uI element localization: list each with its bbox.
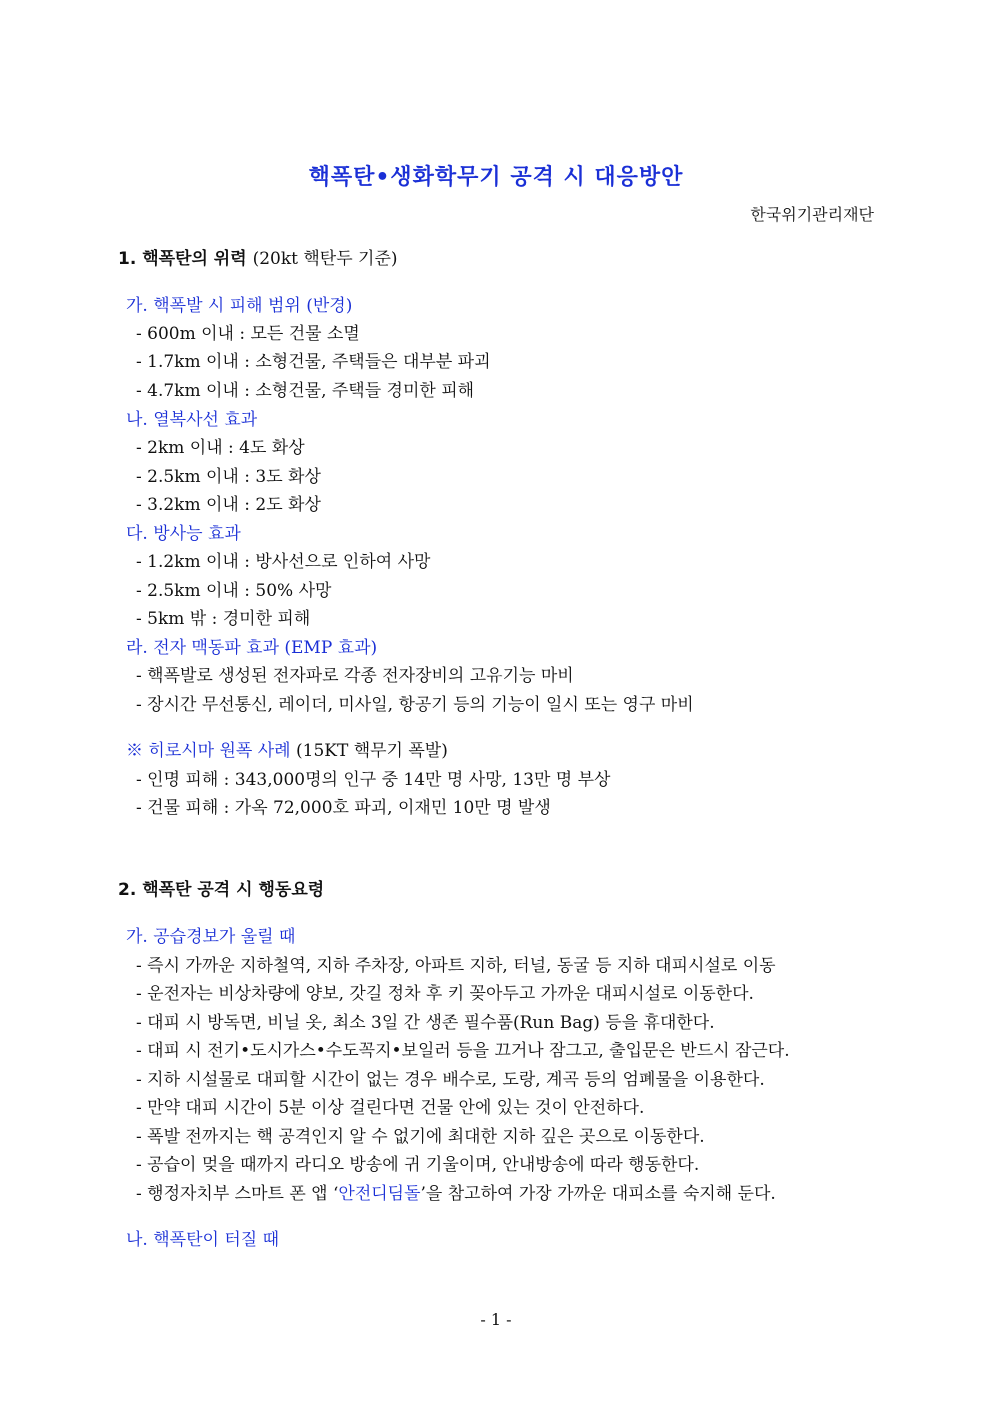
document-title: 핵폭탄•생화학무기 공격 시 대응방안 <box>308 165 684 190</box>
hiroshima-note-suffix: (15KT 핵무기 폭발) <box>296 741 448 761</box>
hiroshima-note-label <box>126 739 448 763</box>
list-item: - 3.2km 이내 : 2도 화상 <box>136 495 321 515</box>
list-item: - 만약 대피 시간이 5분 이상 걸린다면 건물 안에 있는 것이 안전하다. <box>136 1098 645 1118</box>
app-item-suffix: ’을 참고하여 가장 가까운 대피소를 숙지해 둔다. <box>420 1184 776 1204</box>
section1-heading-text: 1. 핵폭탄의 위력 <box>118 249 247 269</box>
section2-b-label: 나. 핵폭탄이 터질 때 <box>126 1230 279 1250</box>
list-item: - 건물 피해 : 가옥 72,000호 파괴, 이재민 10만 명 발생 <box>136 798 551 818</box>
hiroshima-note-title: ※ 히로시마 원폭 사례 <box>126 741 291 761</box>
list-item: - 1.2km 이내 : 방사선으로 인하여 사망 <box>136 552 431 572</box>
list-item: - 4.7km 이내 : 소형건물, 주택들 경미한 피해 <box>136 381 475 401</box>
section1-a-label: 가. 핵폭발 시 피해 범위 (반경) <box>126 296 353 316</box>
list-item: - 대피 시 전기•도시가스•수도꼭지•보일러 등을 끄거나 잠그고, 출입문은 반드시 잠근다. <box>136 1041 790 1061</box>
list-item: - 핵폭발로 생성된 전자파로 각종 전자장비의 고유기능 마비 <box>136 666 574 686</box>
section1-heading-note: (20kt 핵탄두 기준) <box>252 249 398 269</box>
list-item: - 대피 시 방독면, 비닐 옷, 최소 3일 간 생존 필수품(Run Bag) 등을 휴대한다. <box>136 1013 715 1033</box>
list-item: - 장시간 무선통신, 레이더, 미사일, 항공기 등의 기능이 일시 또는 영구 마비 <box>136 695 694 715</box>
list-item: - 2km 이내 : 4도 화상 <box>136 438 305 458</box>
list-item: - 2.5km 이내 : 50% 사망 <box>136 581 332 601</box>
section1-b-label: 나. 열복사선 효과 <box>126 410 258 430</box>
list-item: - 운전자는 비상차량에 양보, 갓길 정차 후 키 꽂아두고 가까운 대피시설로 이동한다. <box>136 984 754 1004</box>
list-item: - 지하 시설물로 대피할 시간이 없는 경우 배수로, 도랑, 계곡 등의 엄폐물을 이용한다. <box>136 1070 765 1090</box>
list-item-app <box>136 1182 776 1206</box>
list-item: - 600m 이내 : 모든 건물 소멸 <box>136 324 360 344</box>
list-item: - 5km 밖 : 경미한 피해 <box>136 609 311 629</box>
section1-c-label: 다. 방사능 효과 <box>126 524 241 544</box>
app-name: 안전디딤돌 <box>338 1184 421 1204</box>
list-item: - 2.5km 이내 : 3도 화상 <box>136 467 321 487</box>
organization-name: 한국위기관리재단 <box>750 205 874 224</box>
page-number: - 1 - <box>480 1310 512 1329</box>
section1-d-label: 라. 전자 맥동파 효과 (EMP 효과) <box>126 638 378 658</box>
app-item-prefix: - 행정자치부 스마트 폰 앱 ‘ <box>136 1184 339 1204</box>
section1-heading <box>118 247 398 271</box>
section2-a-label: 가. 공습경보가 울릴 때 <box>126 927 296 947</box>
list-item: - 1.7km 이내 : 소형건물, 주택들은 대부분 파괴 <box>136 352 491 372</box>
list-item: - 공습이 멎을 때까지 라디오 방송에 귀 기울이며, 안내방송에 따라 행동한다. <box>136 1155 700 1175</box>
section2-heading: 2. 핵폭탄 공격 시 행동요령 <box>118 880 325 900</box>
list-item: - 인명 피해 : 343,000명의 인구 중 14만 명 사망, 13만 명 부상 <box>136 770 611 790</box>
list-item: - 폭발 전까지는 핵 공격인지 알 수 없기에 최대한 지하 깊은 곳으로 이동한다. <box>136 1127 705 1147</box>
list-item: - 즉시 가까운 지하철역, 지하 주차장, 아파트 지하, 터널, 동굴 등 지하 대피시설로 이동 <box>136 956 776 976</box>
